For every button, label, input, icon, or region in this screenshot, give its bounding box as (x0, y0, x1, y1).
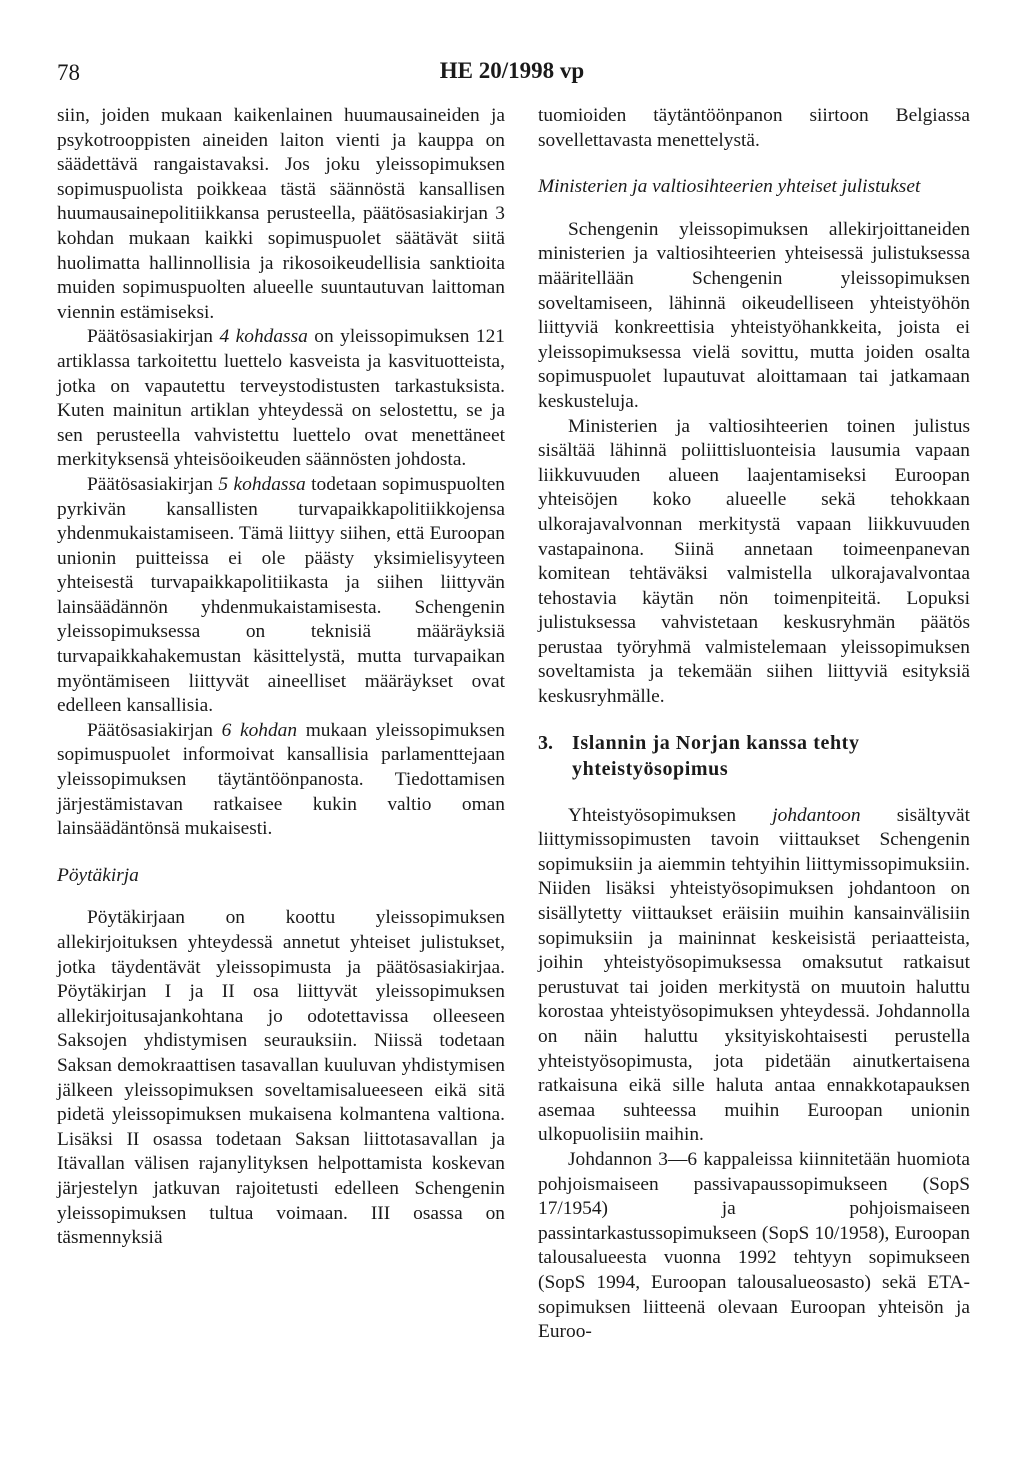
emphasis: 5 kohdassa (218, 473, 306, 495)
page-number: 78 (57, 60, 80, 85)
right-column (538, 104, 970, 1345)
emphasis: 6 kohdan (221, 719, 298, 741)
paragraph: Ministerien ja valtiosihteerien toinen julistus sisältää lähinnä poliittisluonteisia lausumia vapaan liikkuvuuden alueen laajentamiseksi Euroopan yhteisöjen koko alueelle sekä tehokkaan ulkorajavalvonnan merkitystä vapaan liikkuvuuden vastapainona. Siinä annetaan toimeenpanevan komitean tehtäväksi valmistella ulkorajavalvontaa tehostavia käytän nön toimenpiteitä. Lopuksi julistuksessa vahvistetaan keskusryhmän päätös perustaa työryhmä valmistelemaan yleissopimuksen soveltamista ja tekemään siihen liittyviä esityksiä keskusryhmälle. (538, 415, 970, 708)
section-number: 3. (538, 731, 553, 754)
emphasis: 4 kohdassa (219, 326, 308, 348)
paragraph: tuomioiden täytäntöönpanon siirtoon Belgiassa sovellettavasta menettelystä. (538, 105, 970, 151)
left-column (57, 104, 505, 1251)
paragraph: Schengenin yleissopimuksen allekirjoittaneiden ministerien ja valtiosihteerien yhteisessä julistuksessa määritellään Schengenin yleissopimuksen soveltamiseen, lähinnä oikeudelliseen yhteistyöhön liittyviä konkreettisia yhteistyöhankkeita, joista ei yleissopimuksessa vielä sovittu, mutta joiden osalta sopimuspuolet lupautuvat aloittamaan tai jatkamaan keskusteluja. (538, 218, 970, 412)
document-title: HE 20/1998 vp (439, 58, 585, 83)
subheading: Pöytäkirja (57, 864, 139, 886)
subheading: Ministerien ja valtiosihteerien yhteiset julistukset (538, 176, 921, 198)
paragraph: Yhteistyösopimuksen johdantoon sisältyvät liittymissopimusten tavoin viittaukset Schengenin sopimuksiin ja aiemmin tehtyihin liittymissopimuksiin. Niiden lisäksi yhteistyösopimuksen johdantoon on sisällytetty viittaukset eräisiin muihin kansainvälisiin sopimuksiin ja maininnat keskeisistä periaatteista, joihin yhteistyösopimuksessa omaksutut ratkaisut perustuvat tai joiden merkitystä on muutoin haluttu korostaa yhteistyösopimuksen yhteydessä. Johdannolla on näin haluttu yksityiskohtaisesti perustella yhteistyösopimusta, jota pidetään ainutkertaisena ratkaisuna eikä sille haluta antaa ennakkotapauksen asemaa suhteessa muihin Euroopan unionin ulkopuolisiin maihin. (538, 804, 970, 1146)
section-title: Islannin ja Norjan kanssa tehty yhteistyösopimus (572, 731, 860, 780)
paragraph: Päätösasiakirjan 6 kohdan mukaan yleissopimuksen sopimuspuolet informoivat kansallisia parlamenttejaan yleissopimuksen täytäntöönpanosta. Tiedottamisen järjestämistavan ratkaisee kukin valtio oman lainsäädäntönsä mukaisesti. (57, 719, 505, 840)
paragraph: Päätösasiakirjan 4 kohdassa on yleissopimuksen 121 artiklassa tarkoitettu luettelo kasveista ja kasvituotteista, jotka on vapautettu terveystodistusten tarkastuksista. Kuten mainitun artiklan yhteydessä on selostettu, se ja sen perusteella vahvistettu luettelo ovat menettäneet merkityksensä yhteisöoikeuden säännösten johdosta. (57, 326, 505, 471)
paragraph: Päätösasiakirjan 5 kohdassa todetaan sopimuspuolten pyrkivän kansallisten turvapaikkapolitiikkojensa yhdenmukaistamiseen. Tämä liittyy siihen, että Euroopan unionin puitteissa ei ole päästy yksimielisyyteen yhteisestä turvapaikkapolitiikasta ja siihen liittyvän lainsäädännön yhdenmukaistamisesta. Schengenin yleissopimuksessa on teknisiä määräyksiä turvapaikkahakemustan käsittelystä, mutta turvapaikan myöntämiseen liittyvät aineelliset määräykset ovat edelleen kansallisia. (57, 473, 506, 717)
paragraph: siin, joiden mukaan kaikenlainen huumausaineiden ja psykotrooppisten aineiden laiton vienti ja kauppa on säädettävä rangaistavaksi. Jos joku yleissopimuksen sopimuspuolista poikkeaa tästä säännöstä kansallisen huumausainepolitiikkansa perusteella, päätösasiakirjan 3 kohdan mukaan kaikki sopimuspuolet säätävät siitä huolimatta hallinnollisia ja rikosoikeudellisia sanktioita muiden sopimuspuolten alueelle suuntautuvan laittoman viennin estämiseksi. (57, 105, 505, 323)
emphasis: johdantoon (772, 804, 861, 826)
paragraph: Pöytäkirjaan on koottu yleissopimuksen allekirjoituksen yhteydessä annetut yhteiset julistukset, jotka täydentävät yleissopimusta ja päätösasiakirjaa. Pöytäkirjan I ja II osa liittyvät yleissopimuksen allekirjoitusajankohtana jo odotettavissa olleeseen Saksojen yhdistymisen seurauksiin. Niissä todetaan Saksan demokraattisen tasavallan kuuluvan yhdistymisen jälkeen yleissopimuksen soveltamisalueeseen eikä sitä pidetä yleissopimuksen mukaisena kolmantena valtiona. Lisäksi II osassa todetaan Saksan liittotasavallan ja Itävallan välisen rajanylityksen helpottamista koskevan järjestelyn jatkuvan rajoitetusti edelleen Schengenin yleissopimuksen tultua voimaan. III osassa on täsmennyksiä (57, 907, 505, 1249)
section-heading (538, 730, 970, 782)
paragraph: Johdannon 3—6 kappaleissa kiinnitetään huomiota pohjoismaiseen passivapaussopimukseen (SopS 17/1954) ja pohjoismaiseen passintarkastussopimukseen (SopS 10/1958), Euroopan talousalueesta vuonna 1992 tehtyyn sopimukseen (SopS 1994, Euroopan talousalueosasto) sekä ETA-sopimuksen liitteenä olevaan Euroopan yhteisön ja Euroo- (538, 1148, 970, 1343)
